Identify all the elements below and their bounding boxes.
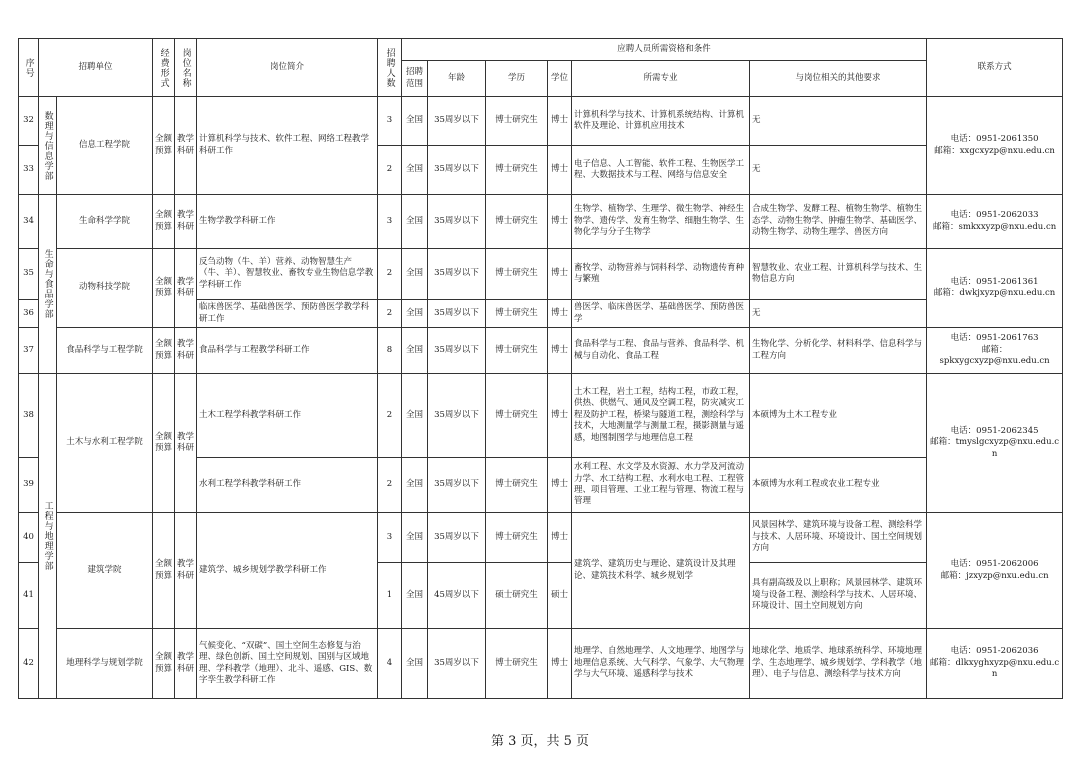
contact-cell <box>927 328 1063 374</box>
row-no: 33 <box>19 146 39 195</box>
header-post-intro: 岗位简介 <box>197 39 378 97</box>
other-cell: 本硕博为土木工程专业 <box>750 374 927 458</box>
table-row <box>19 629 1063 699</box>
contact-email-label: 邮箱： <box>981 344 1008 355</box>
range-cell: 全国 <box>402 195 428 249</box>
major-cell: 计算机科学与技术、计算机系统结构、计算机软件及理论、计算机应用技术 <box>572 97 750 146</box>
contact-phone: 电话：0951-2062033 <box>950 210 1039 221</box>
contact-email: 邮箱：tmyslgcxyzp@nxu.edu.cn <box>930 437 1060 459</box>
edu-cell: 博士研究生 <box>486 513 548 563</box>
major-cell: 畜牧学、动物营养与饲料科学、动物遗传育种与繁殖 <box>572 249 750 300</box>
count-cell: 8 <box>378 328 402 374</box>
count-cell: 1 <box>378 563 402 629</box>
other-cell: 无 <box>750 300 927 328</box>
unit-cell: 土木与水利工程学院 <box>57 374 153 513</box>
post-name-cell: 教学科研 <box>175 513 197 629</box>
major-cell: 地理学、自然地理学、人文地理学、地图学与地理信息系统、大气科学、气象学、大气物理学与大气环境、遥感科学与技术 <box>572 629 750 699</box>
range-cell: 全国 <box>402 249 428 300</box>
funding-cell: 全额预算 <box>153 195 175 249</box>
range-cell: 全国 <box>402 300 428 328</box>
range-cell: 全国 <box>402 146 428 195</box>
header-major: 所需专业 <box>572 61 750 97</box>
degree-cell: 博士 <box>548 195 572 249</box>
count-cell: 3 <box>378 195 402 249</box>
contact-cell <box>927 97 1063 195</box>
edu-cell: 博士研究生 <box>486 195 548 249</box>
contact-email: 邮箱：smkxxyzp@nxu.edu.cn <box>932 221 1057 232</box>
row-no: 35 <box>19 249 39 300</box>
degree-cell: 博士 <box>548 374 572 458</box>
count-cell: 2 <box>378 249 402 300</box>
range-cell: 全国 <box>402 374 428 458</box>
funding-cell: 全额预算 <box>153 629 175 699</box>
header-range: 招聘范围 <box>402 61 428 97</box>
degree-cell: 博士 <box>548 146 572 195</box>
row-no: 40 <box>19 513 39 563</box>
count-cell: 3 <box>378 97 402 146</box>
post-intro-cell: 土木工程学科教学科研工作 <box>197 374 378 458</box>
contact-email: 邮箱：jzxyzp@nxu.edu.cn <box>940 570 1049 581</box>
dept-cell: 数理与信息学部 <box>39 97 57 195</box>
row-no: 32 <box>19 97 39 146</box>
range-cell: 全国 <box>402 458 428 513</box>
contact-cell <box>927 513 1063 629</box>
other-cell: 智慧牧业、农业工程、计算机科学与技术、生物信息方向 <box>750 249 927 300</box>
degree-cell: 博士 <box>548 249 572 300</box>
major-cell: 土木工程，岩土工程，结构工程，市政工程，供热、供燃气、通风及空调工程，防灾减灾工程及防护工程，桥梁与隧道工程，测绘科学与技术，大地测量学与测量工程，摄影测量与遥感，地图制图学与地理信息工程 <box>572 374 750 458</box>
post-name-cell: 教学科研 <box>175 249 197 328</box>
table-row <box>19 374 1063 458</box>
post-name-cell: 教学科研 <box>175 195 197 249</box>
row-no: 36 <box>19 300 39 328</box>
age-cell: 35周岁以下 <box>428 146 486 195</box>
row-no: 37 <box>19 328 39 374</box>
contact-phone: 电话：0951-2061361 <box>950 276 1039 287</box>
other-cell: 无 <box>750 146 927 195</box>
edu-cell: 博士研究生 <box>486 629 548 699</box>
degree-cell: 博士 <box>548 97 572 146</box>
funding-cell: 全额预算 <box>153 249 175 328</box>
major-cell: 电子信息、人工智能、软件工程、生物医学工程、大数据技术与工程、网络与信息安全 <box>572 146 750 195</box>
major-cell: 食品科学与工程、食品与营养、食品科学、机械与自动化、食品工程 <box>572 328 750 374</box>
edu-cell: 博士研究生 <box>486 97 548 146</box>
header-count: 招聘人数 <box>378 39 402 97</box>
range-cell: 全国 <box>402 97 428 146</box>
contact-phone: 电话：0951-2062345 <box>950 425 1039 436</box>
major-cell: 水利工程、水文学及水资源、水力学及河流动力学、水工结构工程、水利水电工程、工程管理、项目管理、工业工程与管理、物流工程与管理 <box>572 458 750 513</box>
edu-cell: 博士研究生 <box>486 458 548 513</box>
edu-cell: 博士研究生 <box>486 300 548 328</box>
row-no: 38 <box>19 374 39 458</box>
header-funding: 经费形式 <box>153 39 175 97</box>
other-cell: 地球化学、地质学、地球系统科学、环境地理学、生态地理学、城乡规划学、学科教学（地理）、电子与信息、测绘科学与技术方向 <box>750 629 927 699</box>
other-cell: 本硕博为水利工程或农业工程专业 <box>750 458 927 513</box>
edu-cell: 博士研究生 <box>486 374 548 458</box>
age-cell: 35周岁以下 <box>428 195 486 249</box>
header-degree: 学位 <box>548 61 572 97</box>
header-post-name: 岗位名称 <box>175 39 197 97</box>
post-intro-cell: 临床兽医学、基础兽医学、预防兽医学教学科研工作 <box>197 300 378 328</box>
post-name-cell: 教学科研 <box>175 97 197 195</box>
other-cell: 生物化学、分析化学、材料科学、信息科学与工程方向 <box>750 328 927 374</box>
header-other: 与岗位相关的其他要求 <box>750 61 927 97</box>
other-cell: 合成生物学、发酵工程、植物生物学、植物生态学、动物生物学、肿瘤生物学、基础医学、动物生物学、动物生理学、兽医方向 <box>750 195 927 249</box>
edu-cell: 博士研究生 <box>486 328 548 374</box>
age-cell: 35周岁以下 <box>428 458 486 513</box>
contact-phone: 电话：0951-2061763 <box>950 333 1039 344</box>
row-no: 41 <box>19 563 39 629</box>
funding-cell: 全额预算 <box>153 328 175 374</box>
post-name-cell: 教学科研 <box>175 374 197 513</box>
other-cell: 风景园林学、建筑环境与设备工程、测绘科学与技术、人居环境、环境设计、国土空间规划方向 <box>750 513 927 563</box>
range-cell: 全国 <box>402 563 428 629</box>
major-cell: 兽医学、临床兽医学、基础兽医学、预防兽医学 <box>572 300 750 328</box>
header-edu: 学历 <box>486 61 548 97</box>
degree-cell: 博士 <box>548 328 572 374</box>
count-cell: 2 <box>378 374 402 458</box>
age-cell: 35周岁以下 <box>428 374 486 458</box>
major-cell: 生物学、植物学、生理学、微生物学、神经生物学、遗传学、发育生物学、细胞生物学、生物化学与分子生物学 <box>572 195 750 249</box>
unit-cell: 生命科学学院 <box>57 195 153 249</box>
degree-cell: 博士 <box>548 513 572 563</box>
contact-phone: 电话：0951-2061350 <box>950 134 1039 145</box>
degree-cell: 博士 <box>548 458 572 513</box>
post-intro-cell: 反刍动物（牛、羊）营养、动物智慧生产（牛、羊）、智慧牧业、畜牧专业生物信息学教学科研工作 <box>197 249 378 300</box>
post-intro-cell: 水利工程学科教学科研工作 <box>197 458 378 513</box>
degree-cell: 博士 <box>548 300 572 328</box>
post-name-cell: 教学科研 <box>175 328 197 374</box>
table-row <box>19 249 1063 300</box>
post-intro-cell: 计算机科学与技术、软件工程、网络工程教学科研工作 <box>197 97 378 195</box>
major-cell: 建筑学、建筑历史与理论、建筑设计及其理论、建筑技术科学、城乡规划学 <box>572 513 750 629</box>
post-intro-cell: 建筑学、城乡规划学教学科研工作 <box>197 513 378 629</box>
age-cell: 35周岁以下 <box>428 513 486 563</box>
recruitment-table <box>18 38 1063 699</box>
unit-cell: 食品科学与工程学院 <box>57 328 153 374</box>
contact-cell <box>927 374 1063 513</box>
contact-phone: 电话：0951-2062006 <box>950 559 1039 570</box>
edu-cell: 博士研究生 <box>486 146 548 195</box>
row-no: 34 <box>19 195 39 249</box>
header-unit: 招聘单位 <box>39 39 153 97</box>
contact-phone: 电话：0951-2062036 <box>950 646 1039 657</box>
degree-cell: 博士 <box>548 629 572 699</box>
range-cell: 全国 <box>402 629 428 699</box>
count-cell: 2 <box>378 300 402 328</box>
age-cell: 35周岁以下 <box>428 328 486 374</box>
age-cell: 35周岁以下 <box>428 249 486 300</box>
edu-cell: 硕士研究生 <box>486 563 548 629</box>
header-contact: 联系方式 <box>927 39 1063 97</box>
contact-cell <box>927 195 1063 249</box>
range-cell: 全国 <box>402 328 428 374</box>
dept-cell: 工程与地理学部 <box>39 374 57 699</box>
post-intro-cell: 生物学教学科研工作 <box>197 195 378 249</box>
other-cell: 无 <box>750 97 927 146</box>
contact-email: 邮箱：dlkxyghxyzp@nxu.edu.cn <box>929 657 1060 680</box>
post-intro-cell: 食品科学与工程教学科研工作 <box>197 328 378 374</box>
edu-cell: 博士研究生 <box>486 249 548 300</box>
header-qualifications: 应聘人员所需资格和条件 <box>402 39 927 61</box>
page-footer: 第 3 页，共 5 页 <box>490 734 590 749</box>
unit-cell: 地理科学与规划学院 <box>57 629 153 699</box>
table-row <box>19 328 1063 374</box>
contact-email: spkxygcxyzp@nxu.edu.cn <box>939 356 1050 367</box>
table-row <box>19 97 1063 146</box>
age-cell: 35周岁以下 <box>428 300 486 328</box>
funding-cell: 全额预算 <box>153 374 175 513</box>
contact-email: 邮箱：dwkjxyzp@nxu.edu.cn <box>933 288 1056 298</box>
post-name-cell: 教学科研 <box>175 629 197 699</box>
age-cell: 35周岁以下 <box>428 97 486 146</box>
header-row-1 <box>19 39 1063 61</box>
dept-cell: 生命与食品学部 <box>39 195 57 374</box>
unit-cell: 建筑学院 <box>57 513 153 629</box>
count-cell: 3 <box>378 513 402 563</box>
age-cell: 35周岁以下 <box>428 629 486 699</box>
funding-cell: 全额预算 <box>153 97 175 195</box>
count-cell: 4 <box>378 629 402 699</box>
funding-cell: 全额预算 <box>153 513 175 629</box>
count-cell: 2 <box>378 458 402 513</box>
row-no: 42 <box>19 629 39 699</box>
contact-email: 邮箱：xxgcxyzp@nxu.edu.cn <box>934 145 1055 156</box>
count-cell: 2 <box>378 146 402 195</box>
post-intro-cell: 气候变化、“双碳”、国土空间生态修复与治理、绿色创新、国土空间规划、国别与区域地理、学科教学（地理）、北斗、遥感、GIS、数字孪生教学科研工作 <box>197 629 378 699</box>
age-cell: 45周岁以下 <box>428 563 486 629</box>
other-cell: 具有副高级及以上职称；风景园林学、建筑环境与设备工程、测绘科学与技术、人居环境、环境设计、国土空间规划方向 <box>750 563 927 629</box>
degree-cell: 硕士 <box>548 563 572 629</box>
table-row <box>19 513 1063 563</box>
header-age: 年龄 <box>428 61 486 97</box>
table-row <box>19 195 1063 249</box>
contact-cell <box>927 629 1063 699</box>
row-no: 39 <box>19 458 39 513</box>
range-cell: 全国 <box>402 513 428 563</box>
unit-cell: 信息工程学院 <box>57 97 153 195</box>
header-no: 序号 <box>19 39 39 97</box>
contact-cell <box>927 249 1063 328</box>
unit-cell: 动物科技学院 <box>57 249 153 328</box>
